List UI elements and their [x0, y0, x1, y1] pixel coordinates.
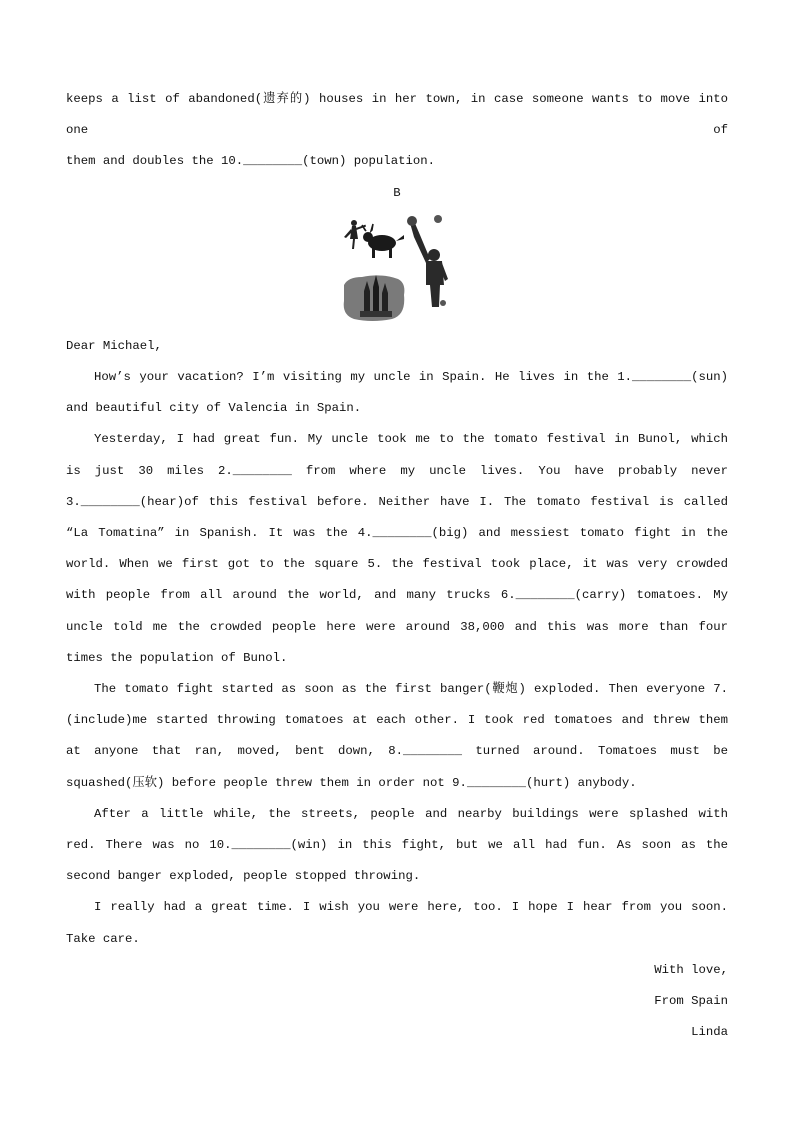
- letter-paragraph-2: Yesterday, I had great fun. My uncle took me to the tomato festival in Bunol, which is just 30 miles 2.________ from where my uncle lives. You have probably never 3.________(hear)of this festival before. Neither have I. The tomato festival is called “La Tomatina” in Spanish. It was the 4.________(big) and messiest tomato fight in the world. When we first got to the square 5. the festival took place, it was very crowded with people from all around the world, and many trucks 6.________(carry) tomatoes. My uncle told me the crowded people here were around 38,000 and this was more than four times the population of Bunol.: [66, 432, 728, 665]
- part-a-line-1: keeps a list of abandoned(遗弃的) houses in her town, in case someone wants to move into one of: [66, 92, 728, 138]
- letter-signature: Linda: [691, 1025, 728, 1040]
- letter-closing: With love,: [654, 962, 728, 977]
- letter-paragraph-5: I really had a great time. I wish you were here, too. I hope I hear from you soon. Take care.: [66, 900, 728, 946]
- letter-paragraph-3: The tomato fight started as soon as the first banger(鞭炮) exploded. Then everyone 7.(include)me started throwing tomatoes at each other. I took red tomatoes and threw them at anyone that ran, moved, bent down, 8.________ turned around. Tomatoes must be squashed(压软) before people threw them in order not 9.________(hurt) anybody.: [66, 682, 728, 790]
- festival-illustration: [342, 215, 452, 327]
- bull-figure: [362, 224, 404, 258]
- letter-from: From Spain: [654, 994, 728, 1009]
- worksheet-page: [66, 84, 728, 1048]
- section-label: B: [393, 185, 401, 200]
- cathedral-photo: [344, 275, 405, 321]
- tomato-thrower-figure: [407, 215, 448, 307]
- letter-paragraph-1: How’s your vacation? I’m visiting my uncle in Spain. He lives in the 1.________(sun) and beautiful city of Valencia in Spain.: [66, 370, 728, 416]
- bullfighter-figure: [344, 220, 366, 249]
- letter-paragraph-4: After a little while, the streets, people and nearby buildings were splashed with red. There was no 10.________(win) in this fight, but we all had fun. As soon as the second banger exploded, people stopped throwing.: [66, 806, 728, 884]
- letter-greeting: Dear Michael,: [66, 338, 162, 353]
- part-a-line-2: them and doubles the 10.________(town) population.: [66, 154, 435, 169]
